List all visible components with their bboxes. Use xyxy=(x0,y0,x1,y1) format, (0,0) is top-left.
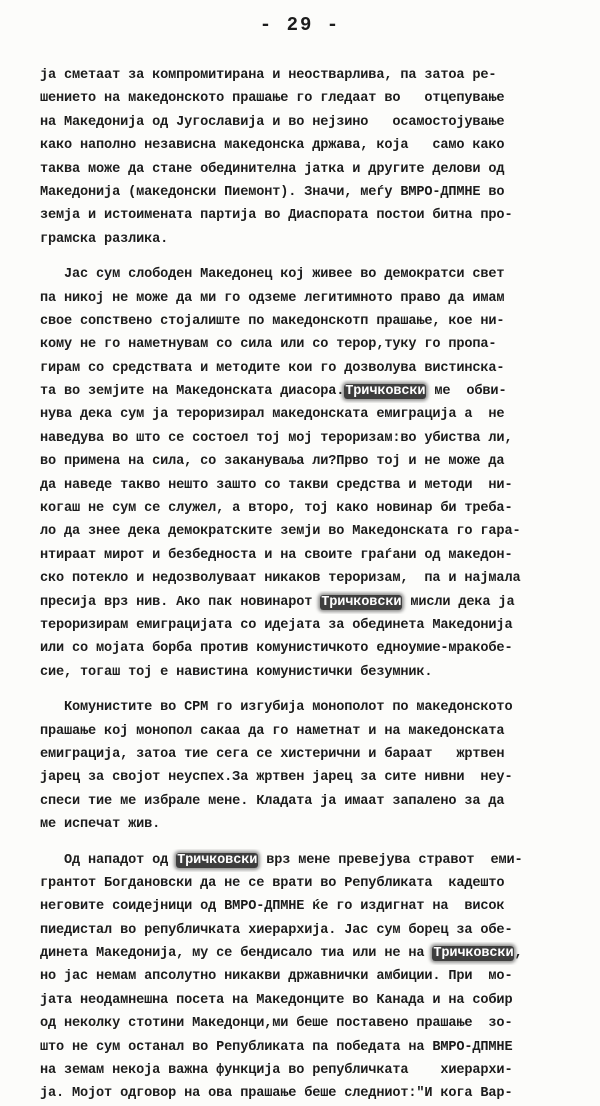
text-line: прашање кој монопол сакаа да го наметнат и на македонската xyxy=(40,723,505,739)
text-line: да наведе такво нешто зашто со такви средства и методи ни- xyxy=(40,477,513,493)
highlighted-name: Тричковски xyxy=(177,852,258,868)
text-line: Македонија (македонски Пиемонт). Значи, меѓу ВМРО-ДПМНЕ во xyxy=(40,184,505,200)
text-line: нтираат мирот и безбедноста и на своите граѓани од македон- xyxy=(40,547,513,563)
text-line: шението на македонското прашање го гледаат во отцепување xyxy=(40,91,505,107)
text-line: неговите соидејници од ВМРО-ДПМНЕ ќе го издигнат на висок xyxy=(40,899,505,915)
text-line: емиграција, затоа тие сега се хистерични и бараат жртвен xyxy=(40,746,505,762)
highlighted-name: Тричковски xyxy=(433,946,514,962)
paragraph xyxy=(40,696,596,836)
text-line: Комунистите во СРМ го изгубија монополот по македонското xyxy=(40,700,513,716)
text-line: свое сопствено стојалиште по македонскотп прашање, кое ни- xyxy=(40,313,505,329)
text-line: но јас немам апсолутно никакви државнички амбиции. При мо- xyxy=(40,969,513,985)
text-line: па никој не може да ми го одземе легитимното право да имам xyxy=(40,290,505,306)
text-line: ја. Мојот одговор на ова прашање беше следниот:"И кога Вар- xyxy=(40,1086,513,1102)
text-line: пиедистал во републичката хиерархија. Јас сум борец за обе- xyxy=(40,922,513,938)
text-line: ско потекло и недозволуваат никаков тероризам, па и најмала xyxy=(40,571,521,587)
text-line: кому не го наметнувам со сила или со терор,туку го пропа- xyxy=(40,337,497,353)
text-line: когаш не сум се служел, а второ, тој како новинар би треба- xyxy=(40,501,513,517)
text-line: на земам некоја важна функција во републичката хиерархи- xyxy=(40,1063,513,1079)
text-line: таква може да стане обединителна јатка и другите делови од xyxy=(40,161,505,177)
text-line: сие, тогаш тој е навистина комунистички безумник. xyxy=(40,664,433,680)
text-line: грантот Богдановски да не се врати во Републиката кадешто xyxy=(40,875,505,891)
text-line: тероризирам емиграцијата со идејата за обединета Македонија xyxy=(40,617,513,633)
text-line: од неколку стотини Македонци,ми беше поставено прашање зо- xyxy=(40,1016,513,1032)
text-line: ја сметаат за компромитирана и неостварлива, па затоа ре- xyxy=(40,68,497,83)
text-line: нува дека сум ја тероризирал македонската емиграција а не xyxy=(40,407,505,423)
text-line: на Македонија од Југославија и во нејзино осамостојување xyxy=(40,114,505,130)
text-line: како наполно независна македонска држава, која само како xyxy=(40,138,505,154)
text-line: Јас сум слободен Македонец кој живее во демократси свет xyxy=(40,267,505,283)
text-line: Од нападот од Тричковски врз мене превејува стравот еми- xyxy=(40,852,523,868)
text-line: во примена на сила, со закануваља ли?Прво тој и не може да xyxy=(40,454,505,470)
paragraph xyxy=(40,64,596,251)
highlighted-name: Тричковски xyxy=(321,594,402,610)
text-line: јата неодамнешна посета на Македонците во Канада и на собир xyxy=(40,992,513,1008)
text-line: та во земјите на Македонската диасора.Тричковски ме обви- xyxy=(40,384,507,400)
text-line: гирам со средствата и методите кои го дозволува вистинска- xyxy=(40,360,505,376)
text-line: ме испечат жив. xyxy=(40,817,161,833)
text-line: јарец за својот неуспех.За жртвен јарец за сите нивни неу- xyxy=(40,770,513,786)
paragraph-gap xyxy=(40,837,596,849)
text-line: пресија врз нив. Ако пак новинарот Тричковски мисли дека ја xyxy=(40,594,515,610)
body-text xyxy=(40,64,596,1106)
text-line: земја и истоимената партија во Диаспората постои битна про- xyxy=(40,208,513,224)
paragraph-gap xyxy=(40,684,596,696)
text-line: ло да знее дека демократските земји во Македонската го гара- xyxy=(40,524,521,540)
text-line: грамска разлика. xyxy=(40,231,169,247)
text-line: или со мојата борба против комунистичкото едноумие-мракобе- xyxy=(40,641,513,657)
text-line: динета Македонија, му се бендисало тиа или не на Тричковски, xyxy=(40,946,523,962)
text-line: наведува во што се состоел тој мој тероризам:во убиства ли, xyxy=(40,430,513,446)
text-line: спеси тие ме избрале мене. Кладата ја имаат запалено за да xyxy=(40,793,505,809)
page-number: - 29 - xyxy=(259,14,341,36)
paragraph-gap xyxy=(40,251,596,263)
paragraph xyxy=(40,263,596,684)
paragraph xyxy=(40,849,596,1106)
text-line: што не сум останал во Републиката па победата на ВМРО-ДПМНЕ xyxy=(40,1039,513,1055)
highlighted-name: Тричковски xyxy=(345,384,426,400)
